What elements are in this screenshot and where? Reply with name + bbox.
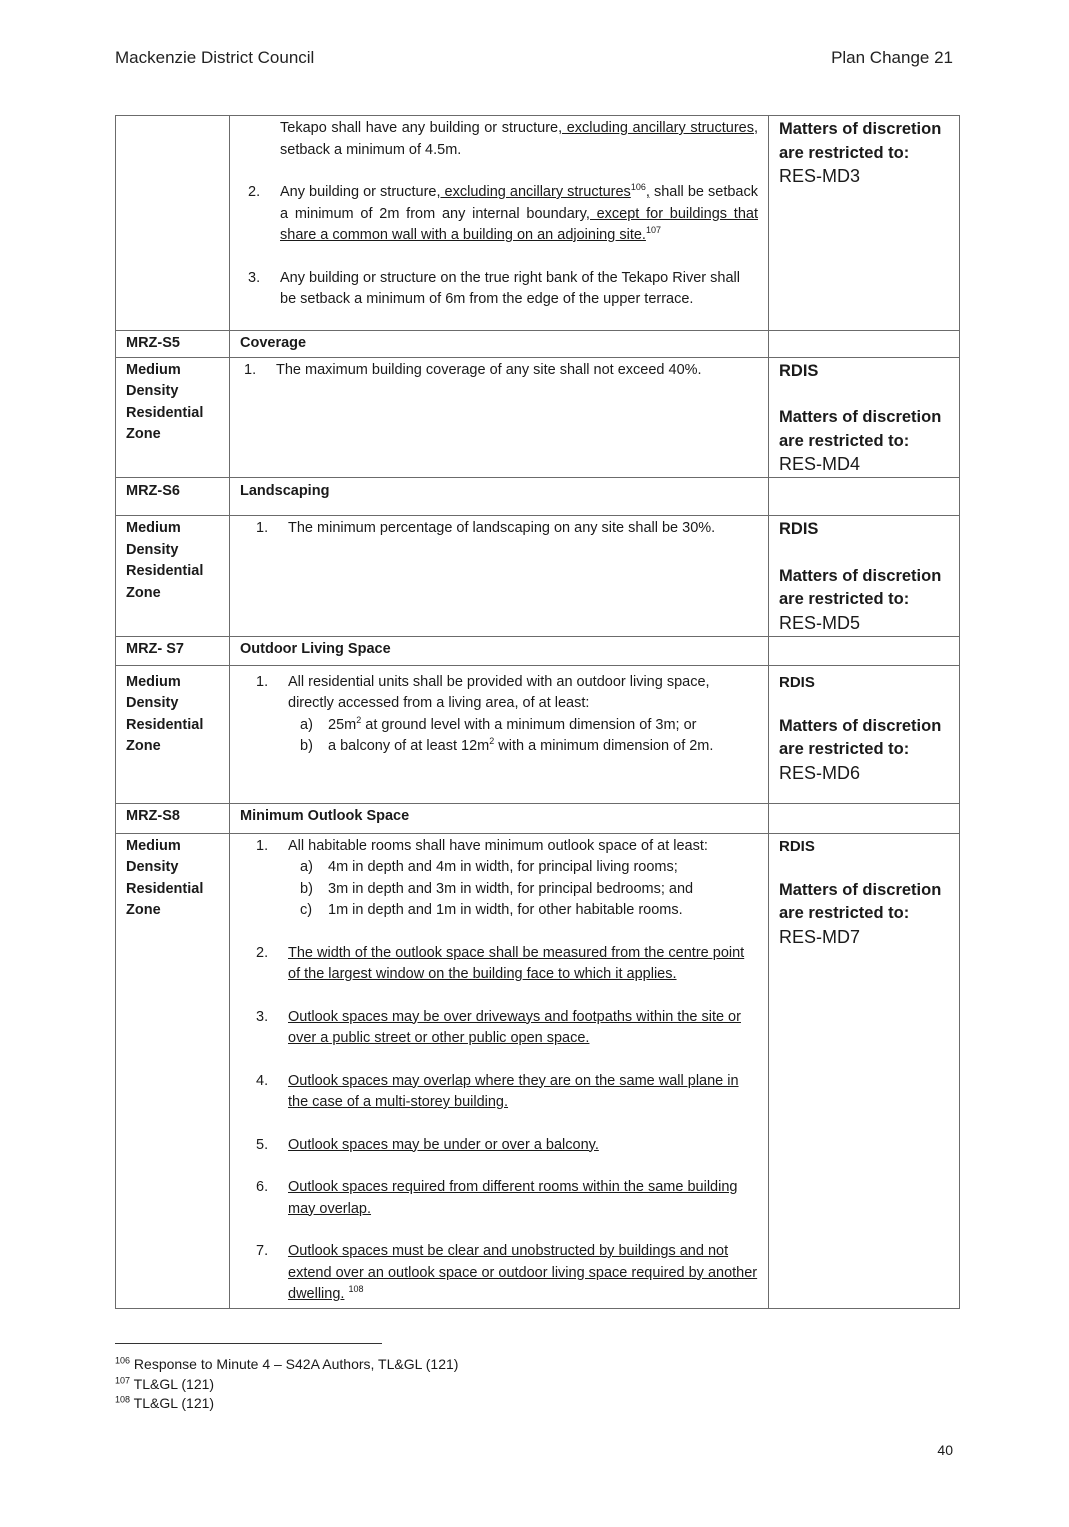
discretion-code: RES-MD3 <box>779 166 861 186</box>
empty-cell <box>769 803 960 833</box>
discretion-cell <box>769 516 960 637</box>
rule-item-5: 5. Outlook spaces may be under or over a balcony. <box>256 1136 599 1153</box>
footnote-ref-108[interactable]: 108 <box>348 1284 364 1295</box>
standard-title: Minimum Outlook Space <box>230 803 769 833</box>
setback-rules-cell <box>230 116 769 331</box>
standard-code: MRZ- S7 <box>116 636 230 665</box>
discretion-code: RES-MD6 <box>779 762 861 783</box>
standard-code: MRZ-S5 <box>116 331 230 358</box>
discretion-cell <box>769 357 960 478</box>
rule-subitem-a: a) $25m^2$ at ground level with a minimum dimension of 3m; or <box>300 714 697 733</box>
table-row-s5 <box>116 357 960 478</box>
rule-subitem-b: b) 3m in depth and 3m in width, for principal bedrooms; and <box>300 880 694 897</box>
rule-cell <box>230 665 769 803</box>
rule-item-2: 2. Any building or structure, excluding ancillary structures$^{106}$, shall be setback a minimum of 2m from any internal boundary, except for buildings that share a common wall with a building on an adjoining site.$^{107}$ <box>248 182 758 243</box>
discretion-code: RES-MD4 <box>779 454 861 474</box>
rule-item-3: 3. Any building or structure on the true right bank of the Tekapo River shall be setback a minimum of 6m from the edge of the upper terrace. <box>248 269 740 307</box>
zone-name: Medium Density Residential Zone <box>116 516 230 637</box>
empty-cell <box>769 636 960 665</box>
standard-title: Landscaping <box>230 478 769 516</box>
footnote-separator <box>115 1343 382 1344</box>
rule-cell <box>230 357 769 478</box>
rule-cell <box>230 833 769 1308</box>
discretion-heading: Matters of discretion are restricted to: <box>779 120 942 162</box>
page-number: 40 <box>937 1442 953 1458</box>
header-plan-change: Plan Change 21 <box>831 48 953 67</box>
discretion-heading: Matters of discretion are restricted to: <box>779 566 942 608</box>
empty-cell <box>769 331 960 358</box>
table-row-s8 <box>116 833 960 1308</box>
standard-code: MRZ-S8 <box>116 803 230 833</box>
zone-name: Medium Density Residential Zone <box>116 665 230 803</box>
header-council-name: Mackenzie District Council <box>115 48 315 67</box>
rule-subitem-c: c) 1m in depth and 1m in width, for other habitable rooms. <box>300 902 683 918</box>
table-row-s6 <box>116 516 960 637</box>
discretion-code: RES-MD5 <box>779 612 861 633</box>
footnote-ref-106[interactable]: 106 <box>630 182 646 193</box>
discretion-heading: Matters of discretion are restricted to: <box>779 716 942 758</box>
discretion-code: RES-MD7 <box>779 926 861 947</box>
rule-item-3: 3. Outlook spaces may be over driveways and footpaths within the site or over a public street or other public open space. <box>256 1008 741 1046</box>
footnote-106: $^{106}$ Response to Minute 4 – S42A Authors, TL&GL (121) <box>115 1355 459 1372</box>
table-row-s7-heading <box>116 636 960 665</box>
footnote-108: $^{108}$ TL&GL (121) <box>115 1394 215 1411</box>
discretion-cell <box>769 116 960 331</box>
rule-item-1-continued: Tekapo shall have any building or structure, excluding ancillary structures, setback a minimum of 4.5m. <box>280 120 759 158</box>
standards-table <box>115 115 960 1309</box>
table-row-s5-heading <box>116 331 960 358</box>
discretion-heading: Matters of discretion are restricted to: <box>779 880 942 922</box>
discretion-heading: Matters of discretion are restricted to: <box>779 408 942 450</box>
zone-name: Medium Density Residential Zone <box>116 357 230 478</box>
standard-code: MRZ-S6 <box>116 478 230 516</box>
rule-item-1: 1. All habitable rooms shall have minimum outlook space of at least: a) 4m in depth and 4m in width, for principal living rooms; b) 3m in depth and 3m in width, for principal bedrooms; and c) 1m in depth and 1m in width, for other habitable rooms. <box>248 836 758 922</box>
rule-item-4: 4. Outlook spaces may overlap where they are on the same wall plane in the case of a multi-storey building. <box>256 1072 739 1110</box>
standard-title: Outdoor Living Space <box>230 636 769 665</box>
table-row-s8-heading <box>116 803 960 833</box>
activity-status: RDIS <box>779 837 815 855</box>
discretion-cell <box>769 833 960 1308</box>
empty-cell <box>116 116 230 331</box>
activity-status: RDIS <box>779 520 819 538</box>
rule-item-2: 2. The width of the outlook space shall be measured from the centre point of the largest window on the building face to which it applies. <box>256 944 745 982</box>
empty-cell <box>769 478 960 516</box>
rule-cell <box>230 516 769 637</box>
activity-status: RDIS <box>779 361 819 380</box>
activity-status: RDIS <box>779 673 815 691</box>
table-row-s6-heading <box>116 478 960 516</box>
discretion-cell <box>769 665 960 803</box>
standard-title: Coverage <box>230 331 769 358</box>
footnote-ref-107[interactable]: 107 <box>645 225 661 236</box>
rule-subitem-a: a) 4m in depth and 4m in width, for principal living rooms; <box>300 859 678 875</box>
rule-item-1: 1. All residential units shall be provided with an outdoor living space, directly accessed from a living area, of at least: a) $25m^2$ at ground level with a minimum dimension of 3m; or b) a balcony of at least $12m^2$ with a minimum dimension of 2m. <box>248 672 758 758</box>
rule-item-1: 1. The maximum building coverage of any site shall not exceed 40%. <box>244 361 702 378</box>
rule-item-7: 7. Outlook spaces must be clear and unobstructed by buildings and not extend over an outlook space or outdoor living space required by another dwelling. $^{108}$ <box>256 1243 758 1302</box>
rule-item-1: 1. The minimum percentage of landscaping on any site shall be 30%. <box>256 520 716 536</box>
zone-name: Medium Density Residential Zone <box>116 833 230 1308</box>
table-row-continuation <box>116 116 960 331</box>
rule-item-6: 6. Outlook spaces required from different rooms within the same building may overlap. <box>256 1179 738 1217</box>
footnote-107: $^{107}$ TL&GL (121) <box>115 1375 215 1392</box>
table-row-s7 <box>116 665 960 803</box>
rule-subitem-b: b) a balcony of at least $12m^2$ with a minimum dimension of 2m. <box>300 736 714 754</box>
